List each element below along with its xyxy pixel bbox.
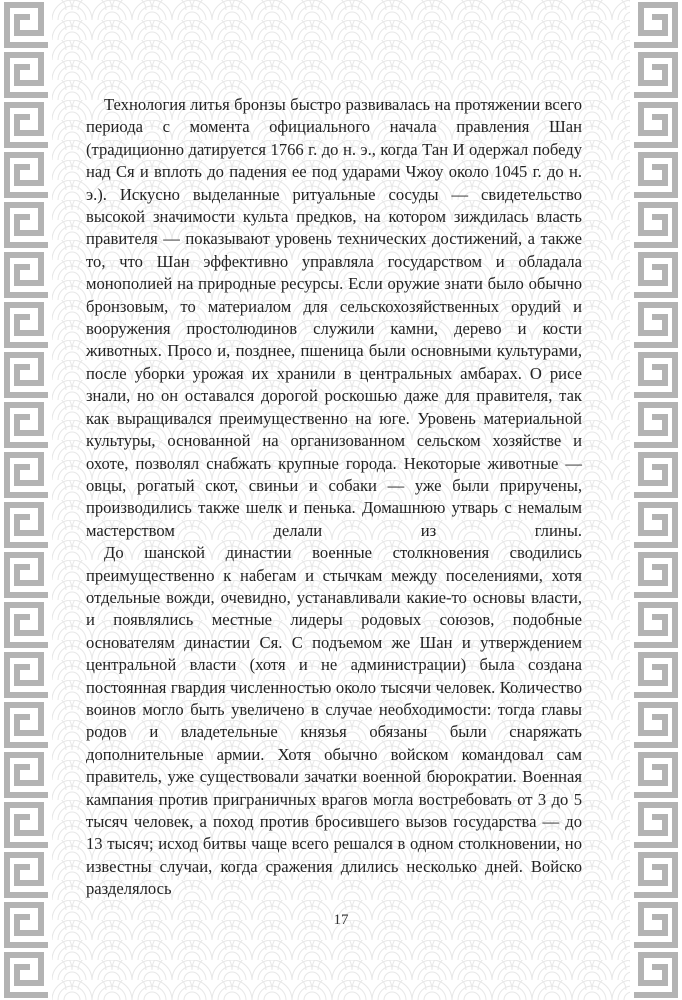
paragraph-bronze-technology: Технология литья бронзы быстро развивалась на протяжении всего периода с момента официального начала правления Шан (традиционно датируется 1766 г. до н. э., когда Тан И одержал победу над Ся и вплоть до падения ее под ударами Чжоу около 1045 г. до н. э.). Искусно выделанные ритуальные сосуды — свидетельство высокой значимости культа предков, на котором зиждилась власть правителя — показывают уровень технических достижений, а также то, что Шан эффективно управляла государством и обладала монополией на природные ресурсы. Если оружие знати было обычно бронзовым, то материалом для сельскохозяйственных орудий и вооружения простолюдинов служили камни, дерево и кости животных. Просо и, позднее, пшеница были основными культурами, после уборки урожая их хранили в центральных амбарах. О рисе знали, но он оставался дорогой роскошью даже для правителя, так как выращивался преимущественно на юге. Уровень материальной культуры, основанной на организованном сельском хозяйстве и охоте, позволял снабжать крупные города. Некоторые животные — овцы, рогатый скот, свиньи и собаки — уже были приручены, производились также шелк и пенька. Домашнюю утварь с немалым мастерством делали из глины.	[86, 95, 582, 540]
right-meander-border	[630, 0, 682, 1000]
page-number: 17	[333, 912, 349, 928]
left-meander-border	[0, 0, 52, 1000]
body-text	[86, 94, 582, 901]
greek-key-meander-border-icon	[630, 0, 682, 1000]
greek-key-meander-border-icon	[0, 0, 52, 1000]
paragraph-military-conflicts: До шанской династии военные столкновения сводились преимущественно к набегам и стычкам между поселениями, хотя отдельные вожди, очевидно, устанавливали какие-то основы власти, и появлялись местные лидеры родовых союзов, подобные основателям династии Ся. С подъемом же Шан и утверждением центральной власти (хотя и не администрации) была создана постоянная гвардия численностью около тысячи человек. Количество воинов могло быть увеличено в случае необходимости: тогда главы родов и владетельные князья обязаны были снаряжать дополнительные армии. Хотя обычно войском командовал сам правитель, уже существовали зачатки военной бюрократии. Военная кампания против приграничных врагов могла востребовать от 3 до 5 тысяч человек, а поход против бросившего вызов государства — до 13 тысяч; исход битвы чаще всего решался в одном столкновении, но известны случаи, когда сражения длились несколько дней. Войско разделялось	[86, 543, 582, 899]
